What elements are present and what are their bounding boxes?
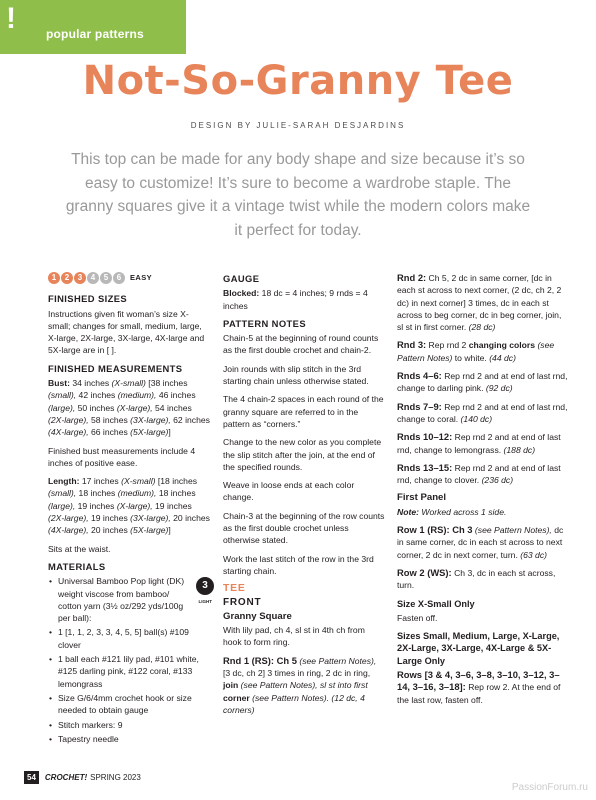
list-item: • Stitch markers: 9 [48, 719, 210, 731]
yarn-weight-label: LIGHT [198, 599, 212, 605]
length-measurements: Length: 17 inches (X-small) [18 inches (small), 18 inches (medium), 18 inches (large), 19 inches (X-large), 19 inches (2X-large), 19 inches (3X-large), 20 inches (4X-large), 20 inches (5X-large)] [48, 476, 210, 536]
yarn-weight-icon: 3 [196, 577, 214, 595]
list-item: • 1 ball each #121 lily pad, #101 white, #125 darling pink, #122 coral, #133 lemongrass [48, 653, 210, 690]
column-3 [397, 272, 569, 712]
list-item: • 1 [1, 1, 2, 3, 3, 4, 5, 5] ball(s) #109 clover [48, 626, 210, 651]
list-item: • Universal Bamboo Pop light (DK) weight viscose from bamboo/ cotton yarn (3½ oz/292 yds/100g per ball): 3 LIGHT [48, 575, 210, 624]
length-label: Length: [48, 476, 80, 487]
column-2 [223, 272, 385, 722]
round-2: Rnd 2: Ch 5, 2 dc in same corner, [dc in each st across to next corner, (2 dc, ch 2, 2 dc) in next corner] 3 times, dc in each st across to beg corner, dc in beg corner, join, sl st in first corner. (28 dc) [397, 272, 562, 333]
column-1 [48, 272, 210, 747]
rounds-10-12: Rnds 10–12: Rep rnd 2 and at end of last rnd, change to lemongrass. (188 dc) [397, 431, 561, 455]
skill-dot-4: 4 [87, 272, 99, 284]
row-1: Row 1 (RS): Ch 3 (see Pattern Notes), dc in same corner, dc in each st across to next corner, 2 dc in next corner, turn. (63 dc) [397, 524, 564, 560]
pattern-note: Chain-5 at the beginning of round counts as the first double crochet and chain-2. [223, 333, 379, 356]
rounds-7-9: Rnds 7–9: Rep rnd 2 and at end of last rnd, change to coral. (140 dc) [397, 400, 568, 424]
section-tab [0, 0, 186, 54]
rounds-13-15: Rnds 13–15: Rep rnd 2 and at end of last rnd, change to clover. (236 dc) [397, 461, 561, 486]
first-panel-heading: First Panel [397, 492, 447, 504]
skill-dot-3: 3 [74, 272, 86, 284]
rounds-4-6: Rnds 4–6: Rep rnd 2 and at end of last rnd, change to darling pink. (92 dc) [397, 370, 568, 394]
materials-list [48, 575, 210, 745]
gauge-heading: GAUGE [223, 273, 260, 284]
pattern-note: Work the last stitch of the row in the 3rd starting chain. [223, 553, 374, 576]
bust-label: Bust: [48, 378, 70, 389]
ease-note: Finished bust measurements include 4 inches of positive ease. [48, 445, 196, 468]
pattern-note: Weave in loose ends at each color change. [223, 480, 355, 503]
skill-dot-2: 2 [61, 272, 73, 284]
page-title: Not-So-Granny Tee [82, 58, 514, 104]
finished-measurements-heading: FINISHED MEASUREMENTS [48, 362, 183, 374]
watermark: PassionForum.ru [511, 782, 588, 793]
pattern-note: Join rounds with slip stitch in the 3rd starting chain unless otherwise stated. [223, 363, 369, 387]
round-3: Rnd 3: Rep rnd 2 changing colors (see Pattern Notes) to white. (44 dc) [397, 339, 555, 363]
sizes-heading: Sizes Small, Medium, Large, X-Large, 2X-Large, 3X-Large, 4X-Large & 5X-Large Only [397, 631, 560, 666]
granny-square-text: With lily pad, ch 4, sl st in 4th ch from hook to form ring. [223, 625, 365, 648]
pattern-note: Change to the new color as you complete the slip stitch after the join, at the end of the specified rounds. [223, 437, 382, 472]
materials-heading: MATERIALS [48, 560, 106, 572]
issue-date: SPRING 2023 [90, 773, 141, 782]
intro-text: This top can be made for any body shape and size because it’s so easy to customize! It’s sure to become a wardrobe staple. The granny squares give it a vintage twist while the modern colors make it perfect for today. [65, 151, 531, 239]
page-footer [24, 771, 141, 784]
skill-dot-6: 6 [113, 272, 125, 284]
skill-level [48, 272, 210, 284]
section-label: popular patterns [46, 27, 144, 41]
size-xs-heading: Size X-Small Only [397, 598, 475, 609]
finished-sizes-text: Instructions given fit woman’s size X-small; changes for small, medium, large, X-large, 2X-large, 3X-large, 4X-large and 5X-large are in [ ]. [48, 308, 205, 356]
skill-dot-1: 1 [48, 272, 60, 284]
size-xs-text: Fasten off. [397, 612, 438, 623]
tee-heading: TEE [223, 583, 246, 595]
magazine-name: CROCHET! [44, 773, 88, 782]
row-2: Row 2 (WS): Ch 3, dc in each st across, turn. [397, 566, 556, 591]
sizes-rows: Rows [3 & 4, 3–6, 3–8, 3–10, 3–12, 3–14, 3–16, 3–18]: Rep row 2. At the end of the last row, fasten off. [397, 669, 561, 705]
designer-credit: DESIGN BY JULIE-SARAH DESJARDINS [190, 121, 406, 130]
finished-sizes-heading: FINISHED SIZES [48, 293, 128, 305]
gauge-text: Blocked: 18 dc = 4 inches; 9 rnds = 4 inches [223, 288, 368, 311]
pattern-note: Chain-3 at the beginning of the row counts as the first double crochet unless otherwise stated. [223, 510, 385, 546]
list-item: • Tapestry needle [48, 733, 210, 745]
front-heading: FRONT [223, 596, 262, 608]
round-1: Rnd 1 (RS): Ch 5 (see Pattern Notes), [3 dc, ch 2] 3 times in ring, 2 dc in ring, join (see Pattern Notes), sl st into first corner (see Pattern Notes). (12 dc, 4 corners) [223, 654, 377, 715]
list-item: • Size G/6/4mm crochet hook or size needed to obtain gauge [48, 692, 210, 717]
panel-note: Note: Worked across 1 side. [397, 506, 507, 517]
bust-measurements: Bust: 34 inches (X-small) [38 inches (small), 42 inches (medium), 46 inches (large), 50 inches (X-large), 54 inches (2X-large), 58 inches (3X-large), 62 inches (4X-large), 66 inches (5X-large)] [48, 378, 210, 438]
granny-square-heading: Granny Square [223, 610, 292, 622]
page-number: 54 [24, 771, 39, 784]
pattern-note: The 4 chain-2 spaces in each round of the granny square are referred to in the pattern as “corners.” [223, 394, 384, 429]
skill-label: EASY [130, 273, 153, 282]
exclamation-mark: ! [6, 2, 16, 35]
pattern-notes-heading: PATTERN NOTES [223, 317, 306, 329]
waist-note: Sits at the waist. [48, 543, 111, 554]
skill-dot-5: 5 [100, 272, 112, 284]
